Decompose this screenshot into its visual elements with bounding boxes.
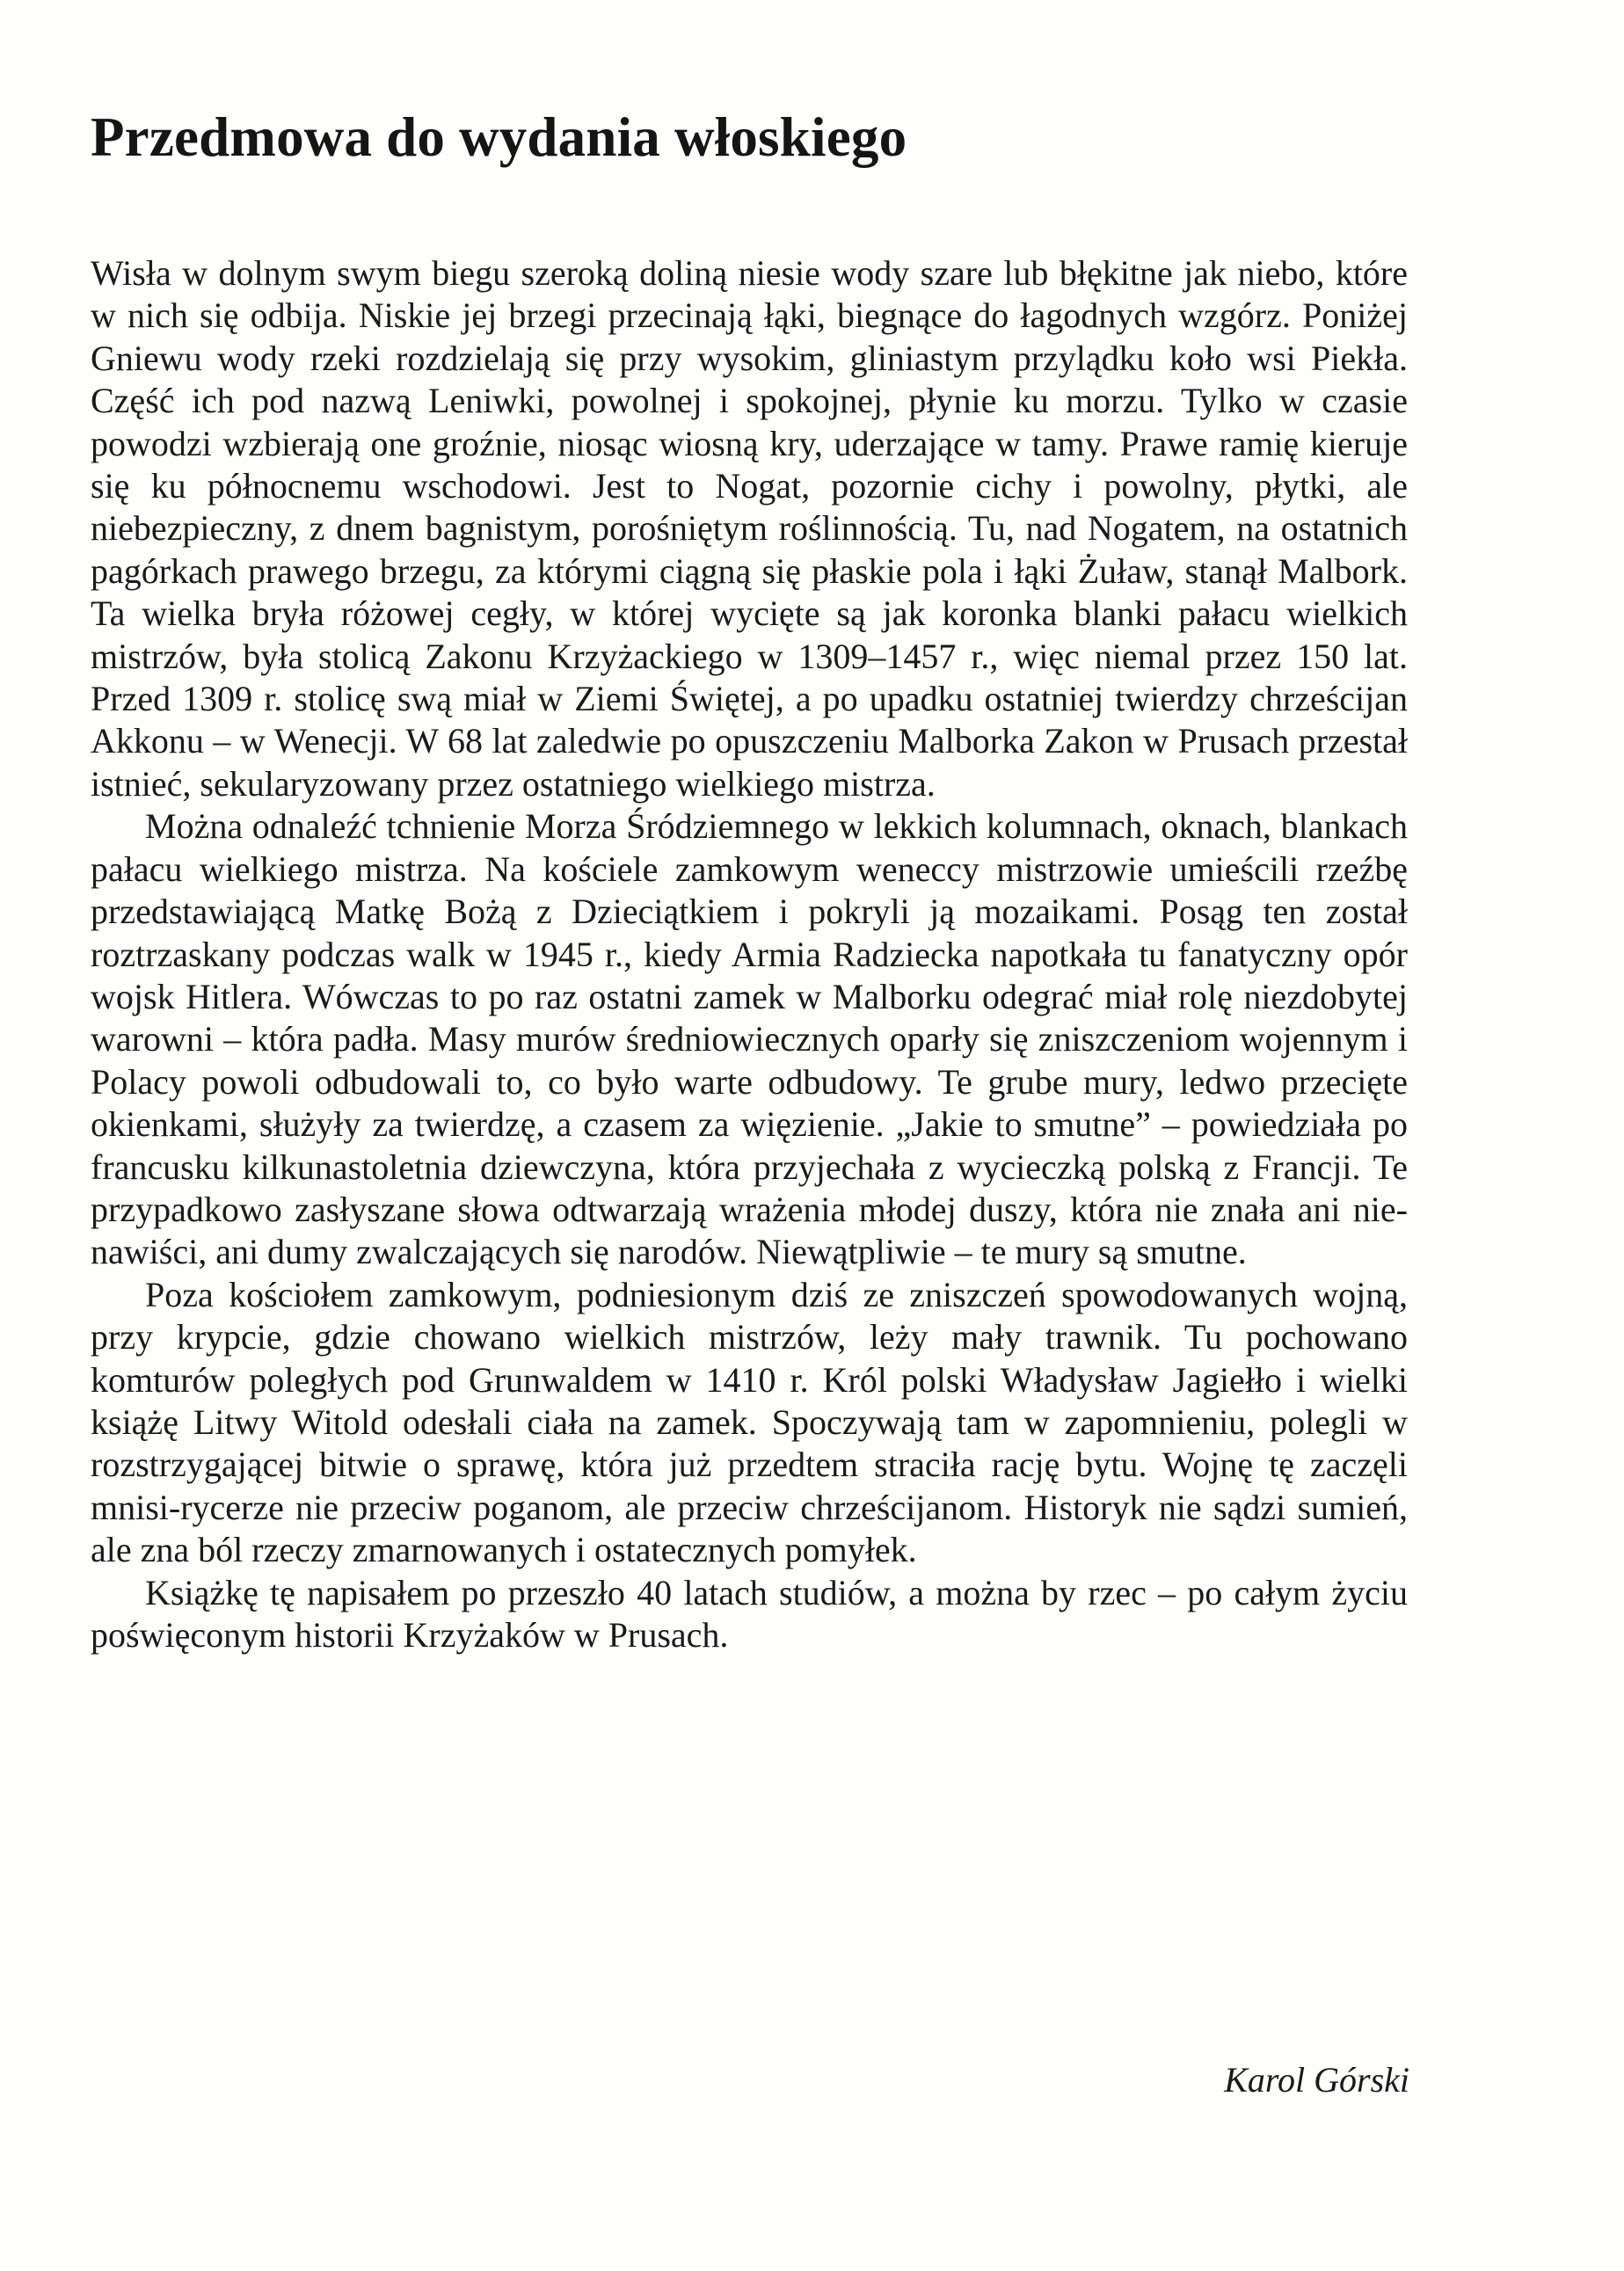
- paragraph-3: Poza kościołem zamkowym, podniesionym dziś ze zniszczeń spowodowanych wojną, przy krypcie, gdzie chowano wielkich mistrzów, leży mały trawnik. Tu pochowano komturów poległych pod Grunwaldem w 1410 r. Król polski Władysław Jagiełło i wielki książę Litwy Witold odesłali ciała na zamek. Spoczywają tam w zapomnieniu, polegli w rozstrzygającej bitwie o sprawę, która już przedtem straciła rację bytu. Wojnę tę zaczęli mnisi-rycerze nie przeciw poganom, ale przeciw chrześcijanom. Historyk nie sądzi sumień, ale zna ból rzeczy zmarnowanych i ostatecznych pomyłek.: [91, 1274, 1408, 1570]
- page-title: Przedmowa do wydania włoskiego: [91, 106, 907, 168]
- author-signature: Karol Górski: [1224, 2060, 1409, 2100]
- paragraph-4: Książkę tę napisałem po przeszło 40 latach studiów, a można by rzec – po całym życiu poświęconym historii Krzyżaków w Prusach.: [91, 1572, 1408, 1655]
- paragraph-2: Można odnaleźć tchnienie Morza Śródziemnego w lekkich kolumnach, oknach, blankach pałacu wielkiego mistrza. Na kościele zamkowym weneccy mistrzowie umieścili rzeźbę przedstawiającą Matkę Bożą z Dzieciątkiem i pokryli ją mozaikami. Posąg ten został roztrzaskany podczas walk w 1945 r., kiedy Armia Radziecka napotkała tu fanatyczny opór wojsk Hitlera. Wówczas to po raz ostatni zamek w Malborku odegrać miał rolę niezdobytej warowni – która padła. Masy murów średniowiecznych oparły się zniszczeniom wojennym i Polacy powoli odbudowali to, co było warte odbudowy. Te grube mury, ledwo przecięte okienkami, służyły za twierdzę, a czasem za więzienie. „Jakie to smutne” – powiedziała po francusku kilkunastoletnia dziewczyna, która przyjechała z wycieczką polską z Francji. Te przypadkowo zasłyszane słowa odtwarzają wrażenia młodej duszy, która nie znała ani nienawiści, ani dumy zwalczających się narodów. Niewątpliwie – te mury są smutne.: [91, 806, 1408, 1272]
- body-text: [91, 252, 1408, 1656]
- paragraph-1: Wisła w dolnym swym biegu szeroką doliną niesie wody szare lub błękitne jak niebo, które w nich się odbija. Niskie jej brzegi przecinają łąki, biegnące do łagodnych wzgórz. Poniżej Gniewu wody rzeki rozdzielają się przy wysokim, gliniastym przylądku koło wsi Piekła. Część ich pod nazwą Leniwki, powolnej i spokojnej, płynie ku morzu. Tylko w czasie powodzi wzbierają one groźnie, niosąc wiosną kry, uderzające w tamy. Prawe ramię kieruje się ku północnemu wschodowi. Jest to Nogat, pozornie cichy i powolny, płytki, ale niebezpieczny, z dnem bagnistym, porośniętym roślinnością. Tu, nad Nogatem, na ostatnich pagórkach prawego brzegu, za którymi ciągną się płaskie pola i łąki Żuław, stanął Malbork. Ta wielka bryła różowej cegły, w której wycięte są jak koronka blanki pałacu wielkich mistrzów, była stolicą Zakonu Krzyżackiego w 1309–1457 r., więc niemal przez 150 lat. Przed 1309 r. stolicę swą miał w Ziemi Świętej, a po upadku ostatniej twierdzy chrześcijan Akkonu – w Wenecji. W 68 lat zaledwie po opuszczeniu Malborka Zakon w Prusach przestał istnieć, sekularyzowany przez ostatniego wielkiego mistrza.: [91, 253, 1408, 804]
